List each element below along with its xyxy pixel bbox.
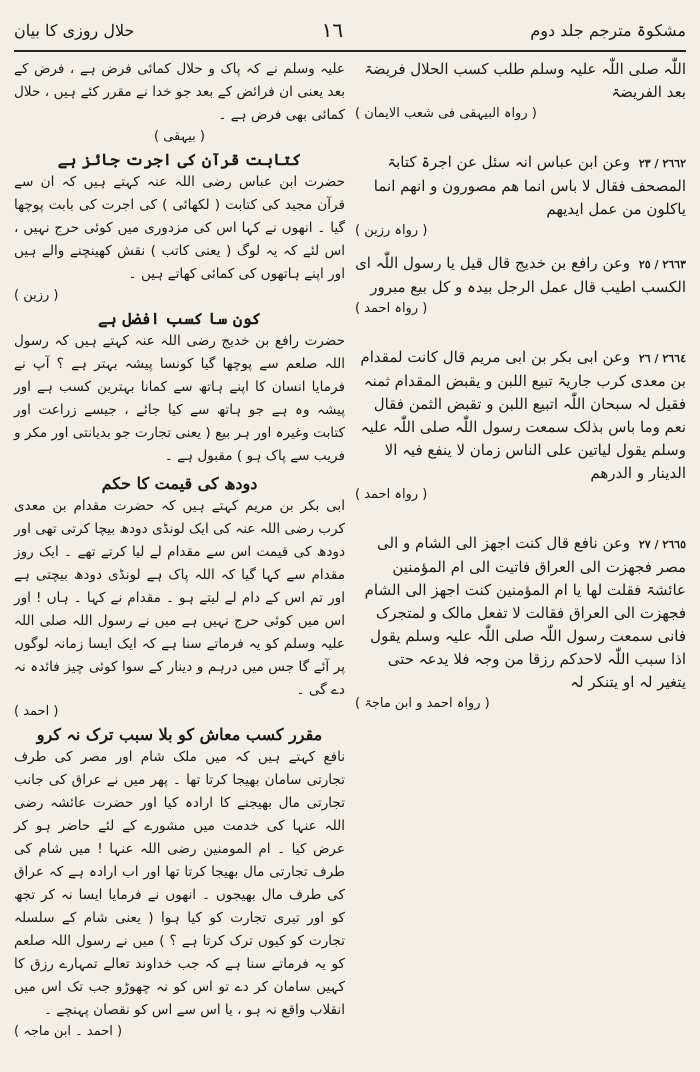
hadith-urdu-reference: ( احمد ) bbox=[14, 704, 59, 719]
section-title: دودھ کی قیمت کا حکم bbox=[101, 474, 258, 493]
intro-arabic-block bbox=[355, 58, 686, 121]
hadith-2663-arabic bbox=[355, 252, 686, 316]
hadith-arabic-reference: ( رواہ احمد ) bbox=[355, 301, 428, 316]
hadith-2664-urdu bbox=[14, 495, 345, 719]
page-number: ١٦ bbox=[321, 18, 344, 42]
hadith-urdu-text: نافع کہتے ہیں کہ میں ملک شام اور مصر کی طرف تجارتی سامان بھیجا کرتا تھا ۔ پھر میں نے عراق کی جانب تجارتی مال بھیجنے کا ارادہ کیا اور حضرت عائشہ رضی اللہ عنہا کی خدمت میں مشورے کے لئے حاضر ہو کر عرض کیا ۔ ام المومنین رضی اللہ عنہا ! میں شام کی طرف تجارتی مال بھیجا کرتا تھا اور اب ارادہ ہے کہ عراق کی طرف مال بھیجوں ۔ انھوں نے فرمایا ایسا نہ کر تجھ کو اور تیری تجارت کو کیا ہوا ( یعنی شام کے سلسلہ تجارت کو کیوں ترک کرتا ہے ؟ ) میں نے رسول اللہ صلعم کو یہ فرماتے سنا ہے کہ جب خداوند تعالے تمہارے رزق کا کہیں سامان کر دے تو اس کو نہ چھوڑو جب تک اس میں انقلاب واقع نہ ہو ، یا اس سے اس کو نقصان پہنچے ۔ bbox=[14, 749, 345, 1018]
hadith-2664-arabic bbox=[355, 346, 686, 502]
hadith-arabic-text: ٢٦٦٣ / ٢٥ وعن رافع بن خدیج قال قیل یا رسول اللّٰہ ای الکسب اطیب قال عمل الرجل بیدہ و کل بیع مبرور bbox=[355, 254, 686, 296]
hadith-urdu-reference: ( رزین ) bbox=[14, 288, 59, 303]
hadith-arabic-reference: ( رواہ احمد ) bbox=[355, 487, 428, 502]
hadith-arabic-text: ٢٦٦٥ / ٢٧ وعن نافع قال کنت اجھز الی الشام و الی مصر فجھزت الی العراق فاتیت الی ام المؤمنین عائشۃ فقلت لھا یا ام المؤمنین کنت اجھز الی الشام فجھزت الی العراق فقالت لا تفعل مالک و لمتجرک فانی سمعت رسول اللّٰہ صلی اللّٰہ علیہ وسلم یقول اذا سبب اللّٰہ لاحدکم رزقا من وجہ فلا یدعہ حتی یتغیر لہ او یتنکر لہ bbox=[364, 534, 686, 691]
section-title: کون سا کسب افضل ہے bbox=[98, 309, 261, 328]
hadith-number: ٢٦٦٣ / ٢٥ bbox=[638, 258, 686, 271]
page-header bbox=[14, 10, 686, 52]
intro-arabic-reference: ( رواہ البیہقی فی شعب الایمان ) bbox=[355, 106, 537, 121]
hadith-number: ٢٦٦٤ / ٢٦ bbox=[638, 352, 686, 365]
hadith-2662-arabic bbox=[355, 151, 686, 238]
intro-urdu-reference: ( بیہقی ) bbox=[154, 129, 205, 144]
hadith-2665-urdu bbox=[14, 746, 345, 1039]
hadith-2662-urdu bbox=[14, 171, 345, 303]
hadith-urdu-text: حضرت رافع بن خدیج رضی اللہ عنہ کہتے ہیں کہ رسول اللہ صلعم سے پوچھا گیا کونسا پیشہ بہتر ہے ؟ آپ نے فرمایا انسان کا اپنے ہاتھ سے کمانا بہترین کسب ہے اور پیشہ وہ ہے جو ہاتھ سے کیا جائے ، جیسے زراعت اور کتابت وغیرہ اور ہر بیع ( یعنی تجارت جو بدیانتی اور مکر و فریب سے پاک ہو ) مقبول ہے ۔ bbox=[14, 333, 345, 464]
urdu-column bbox=[14, 58, 345, 1045]
intro-urdu-block bbox=[14, 58, 345, 144]
book-title: مشکوۃ مترجم جلد دوم bbox=[530, 20, 686, 40]
hadith-arabic-text: ٢٦٦٢ / ٢٣ وعن ابن عباس انہ سئل عن اجرۃ کتابۃ المصحف فقال لا باس انما ھم مصورون و انھم انما یاکلون من عمل ایدیھم bbox=[373, 153, 686, 218]
intro-arabic-text: اللّٰہ صلی اللّٰہ علیہ وسلم طلب کسب الحلال فریضۃ بعد الفریضۃ bbox=[364, 60, 686, 101]
hadith-arabic-reference: ( رواہ رزین ) bbox=[355, 223, 428, 238]
hadith-2663-urdu bbox=[14, 330, 345, 468]
hadith-arabic-reference: ( رواہ احمد و ابن ماجۃ ) bbox=[355, 696, 490, 711]
section-title: مقرر کسب معاش کو بلا سبب ترک نہ کرو bbox=[36, 725, 323, 744]
section-title: کتابت قرآن کی اجرت جائز ہے bbox=[57, 150, 302, 169]
hadith-urdu-reference: ( احمد ۔ ابن ماجہ ) bbox=[14, 1024, 123, 1039]
intro-urdu-text: علیہ وسلم نے کہ پاک و حلال کمائی فرض ہے ، فرض کے بعد یعنی ان فرائض کے بعد جو خدا نے مقرر کئے ہیں ، حلال کمائی بھی فرض ہے ۔ bbox=[14, 61, 345, 123]
chapter-title: حلال روزی کا بیان bbox=[14, 20, 135, 40]
hadith-urdu-text: ابی بکر بن مریم کہتے ہیں کہ حضرت مقدام بن معدی کرب رضی اللہ عنہ کی ایک لونڈی دودھ بیچا کرتی تھی اور دودھ کی قیمت اس سے مقدام لے لیا کرتے تھے ۔ ایک روز مقدام سے کہا گیا کہ اللہ پاک ہے لونڈی دودھ بیچتی ہے اور تم اس کے دام لے لیتے ہو ۔ مقدام نے کہا ۔ ہاں ! اور اس میں کوئی حرج نہیں ہے میں نے رسول اللہ صلی اللہ علیہ وسلم کو یہ فرماتے سنا ہے کہ ایک ایسا زمانہ لوگوں پر آئے گا جس میں درہم و دینار کے سوا کوئی چیز فائدہ نہ دے گی ۔ bbox=[14, 498, 345, 698]
hadith-urdu-text: حضرت ابن عباس رضی اللہ عنہ کہتے ہیں کہ ان سے قرآن مجید کی کتابت ( لکھائی ) کی اجرت کی بابت پوچھا گیا ۔ انھوں نے کہا اس کی مزدوری میں کوئی حرج نہیں ، اس لئے کہ یہ لوگ ( یعنی کاتب ) نقش کھینچنے والے ہیں اور اپنے ہاتھوں کی کمائی کھاتے ہیں ۔ bbox=[14, 174, 345, 282]
hadith-number: ٢٦٦٥ / ٢٧ bbox=[638, 538, 686, 551]
hadith-number: ٢٦٦٢ / ٢٣ bbox=[638, 157, 686, 170]
page-body bbox=[14, 52, 686, 1045]
hadith-2665-arabic bbox=[355, 532, 686, 711]
hadith-arabic-text: ٢٦٦٤ / ٢٦ وعن ابی بکر بن ابی مریم قال کانت لمقدام بن معدی کرب جاریۃ تبیع اللبن و یقبض المقدام ثمنہ فقیل لہ سبحان اللّٰہ اتبیع اللبن و تقبض الثمن فقال نعم وما باس بذلک سمعت رسول اللّٰہ صلی اللّٰہ علیہ وسلم یقول لیاتین علی الناس زمان لا ینفع فیہ الا الدینار و الدرھم bbox=[360, 348, 686, 482]
arabic-column bbox=[355, 58, 686, 1045]
